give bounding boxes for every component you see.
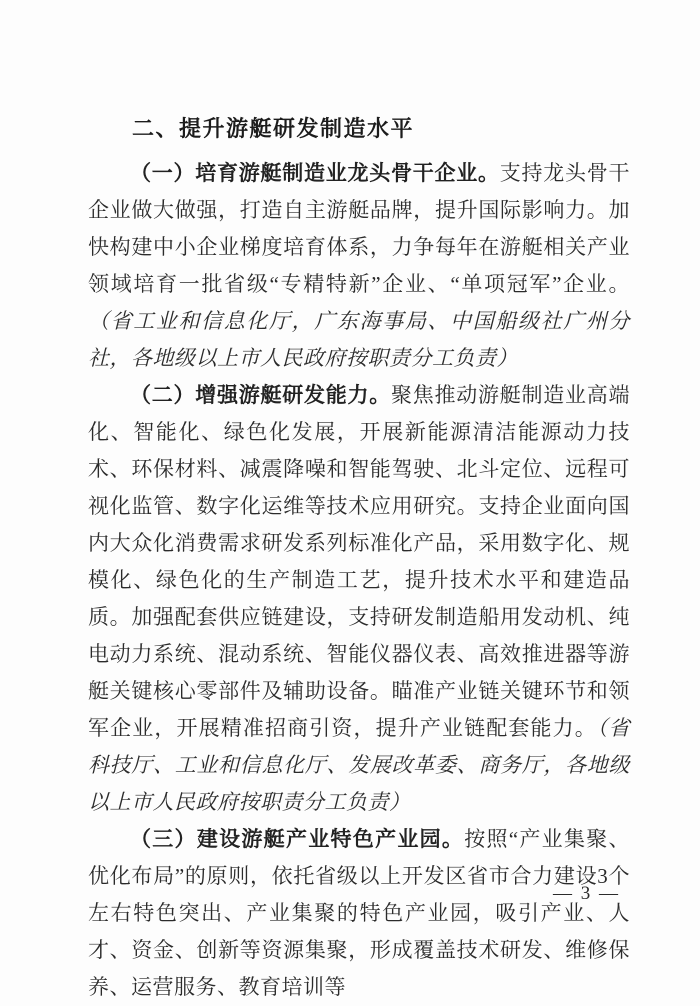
- paragraph-2: [88, 377, 630, 821]
- page-number: — 3 —: [553, 883, 620, 904]
- paragraph-3-body: 按照“产业集聚、优化布局”的原则，依托省级以上开发区省市合力建设3个左右特色突出、产业集聚的特色产业园，吸引产业、人才、资金、创新等资源集聚，形成覆盖技术研发、维修保养、运营服务、教育培训等: [88, 827, 631, 999]
- section-heading: 二、提升游艇研发制造水平: [132, 116, 415, 141]
- paragraph-3: [88, 821, 630, 1006]
- paragraph-1: [88, 155, 630, 377]
- paragraph-1-attribution: （省工业和信息化厅，广东海事局、中国船级社广州分社，各地级以上市人民政府按职责分工负责）: [88, 309, 630, 370]
- paragraph-2-attribution: （省科技厅、工业和信息化厅、发展改革委、商务厅，各地级以上市人民政府按职责分工负责）: [88, 716, 630, 814]
- paragraph-2-body: 聚焦推动游艇制造业高端化、智能化、绿色化发展，开展新能源清洁能源动力技术、环保材料、减震降噪和智能驾驶、北斗定位、远程可视化监管、数字化运维等技术应用研究。支持企业面向国内大众化消费需求研发系列标准化产品，采用数字化、规模化、绿色化的生产制造工艺，提升技术水平和建造品质。加强配套供应链建设，支持研发制造船用发动机、纯电动力系统、混动系统、智能仪器仪表、高效推进器等游艇关键核心零部件及辅助设备。瞄准产业链关键环节和领军企业，开展精准招商引资，提升产业链配套能力。: [88, 383, 630, 740]
- paragraph-2-lead: （二）增强游艇研发能力。: [130, 383, 391, 407]
- paragraph-1-body: 支持龙头骨干企业做大做强，打造自主游艇品牌，提升国际影响力。加快构建中小企业梯度培育体系，力争每年在游艇相关产业领域培育一批省级“专精特新”企业、“单项冠军”企业。: [88, 161, 630, 296]
- paragraph-1-lead: （一）培育游艇制造业龙头骨干企业。: [130, 161, 500, 185]
- paragraph-3-lead: （三）建设游艇产业特色产业园。: [130, 827, 465, 851]
